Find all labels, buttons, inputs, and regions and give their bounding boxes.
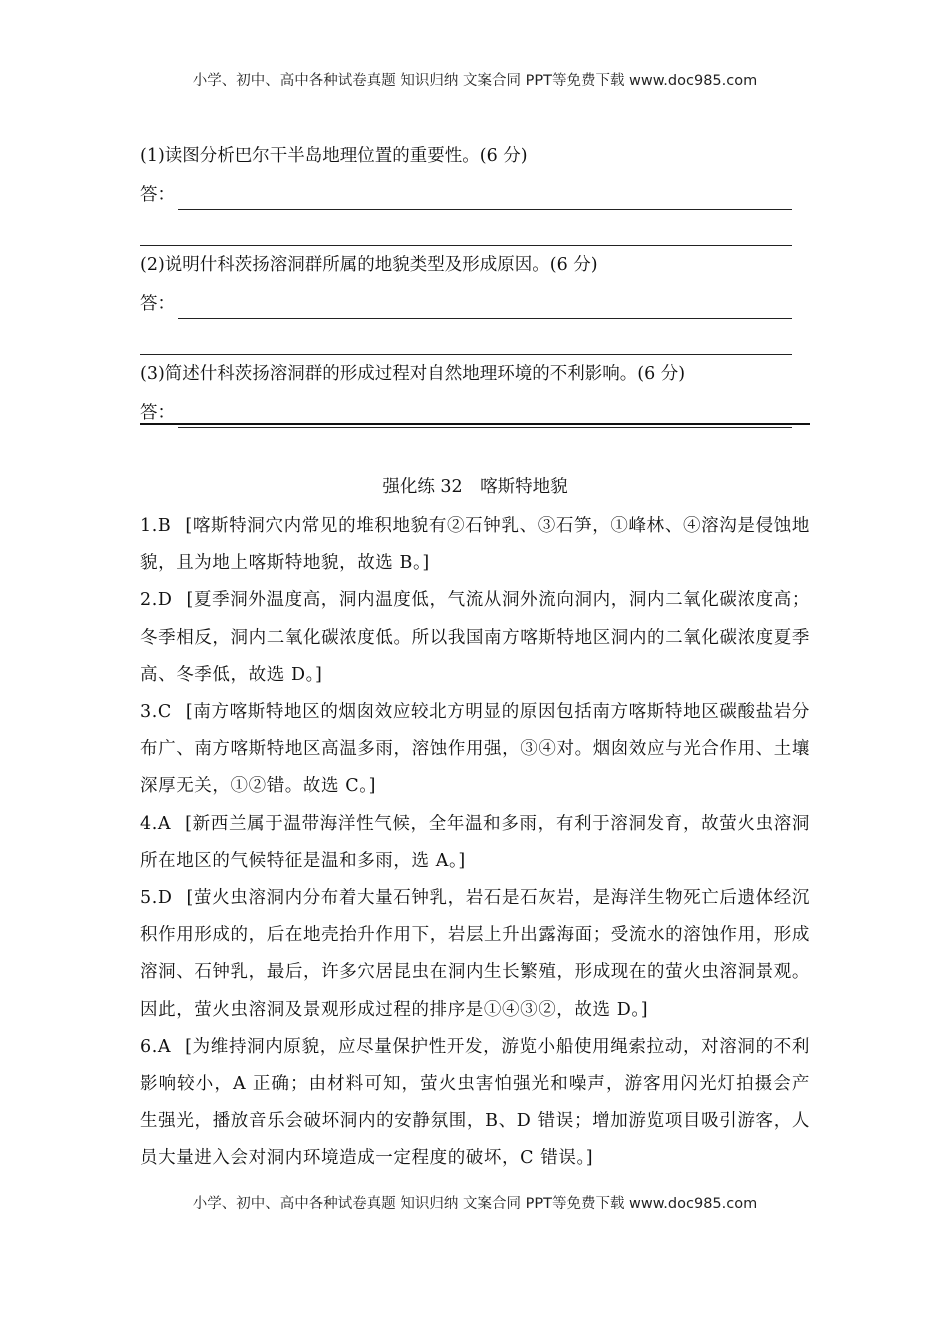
answer-item	[140, 806, 810, 880]
answer-number: 2.D	[140, 590, 173, 611]
answer-row	[140, 283, 810, 319]
answer-item	[140, 508, 810, 582]
answer-item	[140, 694, 810, 806]
question-3	[140, 356, 810, 428]
answer-explanation: [喀斯特洞穴内常见的堆积地貌有②石钟乳、③石笋，①峰林、④溶沟是侵蚀地貌，且为地上喀斯特地貌，故选 B。]	[140, 516, 810, 574]
page-header: 小学、初中、高中各种试卷真题 知识归纳 文案合同 PPT等免费下载 www.doc985.com	[192, 73, 758, 89]
answer-number: 3.C	[140, 702, 172, 723]
answer-label: 答：	[140, 185, 175, 205]
question-2	[140, 247, 810, 355]
answer-explanation: [为维持洞内原貌，应尽量保护性开发，游览小船使用绳索拉动，对溶洞的不利影响较小，A 正确；由材料可知，萤火虫害怕强光和噪声，游客用闪光灯拍摄会产生强光，播放音乐会破坏洞内的安静氛围，B、D 错误；增加游览项目吸引游客，人员大量进入会对洞内环境造成一定程度的破坏，C 错误。]	[140, 1036, 810, 1169]
answer-item	[140, 880, 810, 1029]
answer-line[interactable]	[178, 294, 792, 319]
question-text: (3)简述什科茨扬溶洞群的形成过程对自然地理环境的不利影响。(6 分)	[140, 364, 686, 384]
answer-explanation: [萤火虫溶洞内分布着大量石钟乳，岩石是石灰岩，是海洋生物死亡后遗体经沉积作用形成的，后在地壳抬升作用下，岩层上升出露海面；受流水的溶蚀作用，形成溶洞、石钟乳，最后，许多穴居昆虫在洞内生长繁殖，形成现在的萤火虫溶洞景观。因此，萤火虫溶洞及景观形成过程的排序是①④③②，故选 D。]	[140, 888, 810, 1020]
answer-row	[140, 174, 810, 210]
question-text: (1)读图分析巴尔干半岛地理位置的重要性。(6 分)	[140, 146, 528, 166]
answer-label: 答：	[140, 403, 175, 423]
answer-explanation: [夏季洞外温度高，洞内温度低，气流从洞外流向洞内，洞内二氧化碳浓度高；冬季相反，洞内二氧化碳浓度低。所以我国南方喀斯特地区洞内的二氧化碳浓度夏季高、冬季低，故选 D。]	[140, 590, 810, 685]
answer-number: 4.A	[140, 813, 172, 834]
answer-number: 1.B	[140, 516, 172, 536]
answer-label: 答：	[140, 294, 175, 314]
answer-explanation: [新西兰属于温带海洋性气候，全年温和多雨，有利于溶洞发育，故萤火虫溶洞所在地区的气候特征是温和多雨，选 A。]	[140, 813, 810, 871]
section-divider	[140, 423, 810, 425]
answer-item	[140, 582, 810, 694]
answer-number: 6.A	[140, 1036, 172, 1057]
page-footer: 小学、初中、高中各种试卷真题 知识归纳 文案合同 PPT等免费下载 www.doc985.com	[192, 1196, 758, 1212]
answer-continuation-line[interactable]	[140, 210, 792, 246]
question-1	[140, 138, 810, 246]
section-title: 强化练 32 喀斯特地貌	[382, 477, 568, 497]
answer-item	[140, 1029, 810, 1178]
answer-key	[140, 508, 810, 1178]
question-text: (2)说明什科茨扬溶洞群所属的地貌类型及形成原因。(6 分)	[140, 255, 598, 275]
answer-explanation: [南方喀斯特地区的烟囱效应较北方明显的原因包括南方喀斯特地区碳酸盐岩分布广、南方喀斯特地区高温多雨，溶蚀作用强，③④对。烟囱效应与光合作用、土壤深厚无关，①②错。故选 C。]	[140, 702, 810, 797]
answer-continuation-line[interactable]	[140, 319, 792, 355]
answer-line[interactable]	[178, 185, 792, 210]
answer-number: 5.D	[140, 888, 173, 909]
